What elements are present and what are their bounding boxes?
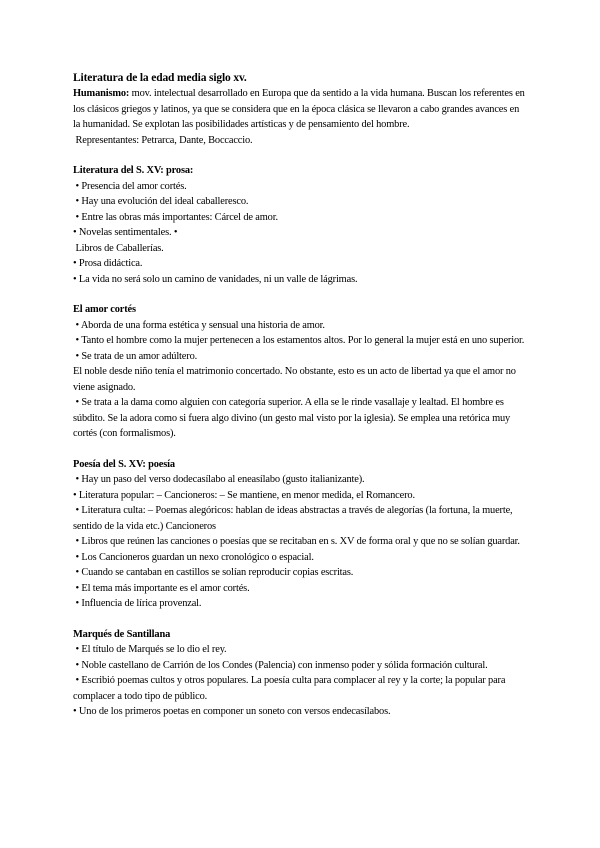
list-item: • El tema más importante es el amor cortés. <box>73 582 250 594</box>
list-item: • Literatura popular: – Cancioneros: – Se mantiene, en menor medida, el Romancero. <box>73 489 415 501</box>
list-item: • Hay un paso del verso dodecasílabo al eneasílabo (gusto italianizante). <box>73 474 365 485</box>
list-item: • Los Cancioneros guardan un nexo cronológico o espacial. <box>73 551 314 563</box>
section-heading: El amor cortés <box>73 304 136 315</box>
list-item: Libros de Caballerías. <box>73 242 164 254</box>
intro-text: mov. intelectual desarrollado en Europa que da sentido a la vida humana. Buscan los referentes en los clásicos griegos y latinos, ya que se considera que en la época clásica se llevaron a cabo grandes avances en la humanidad. Se explotan las posibilidades artísticas y de pensamiento del hombre. <box>73 88 525 130</box>
intro-term: Humanismo: <box>73 88 130 99</box>
list-item: • Prosa didáctica. <box>73 258 143 269</box>
list-item: • Aborda de una forma estética y sensual una historia de amor. <box>73 319 325 331</box>
list-item: • Cuando se cantaban en castillos se solían reproducir copias escritas. <box>73 567 354 578</box>
list-item: • Literatura culta: – Poemas alegóricos: hablan de ideas abstractas a través de alegorías (la fortuna, la muerte, sentido de la vida etc.) Cancioneros <box>73 505 515 532</box>
list-item: • Libros que reúnen las canciones o poesías que se recitaban en s. XV de forma oral y que no se solían guardar. <box>73 536 520 547</box>
list-item: • Entre las obras más importantes: Cárcel de amor. <box>73 211 278 223</box>
list-item: • Hay una evolución del ideal caballeresco. <box>73 196 249 207</box>
section-heading: Literatura del S. XV: prosa: <box>73 165 194 176</box>
section-heading: Poesía del S. XV: poesía <box>73 458 175 470</box>
section-heading: Marqués de Santillana <box>73 628 171 640</box>
list-item: • Se trata de un amor adúltero. <box>73 350 198 362</box>
document-body <box>73 70 528 720</box>
list-item: • Novelas sentimentales. • <box>73 227 178 238</box>
list-item: • Uno de los primeros poetas en componer un soneto con versos endecasílabos. <box>73 706 391 717</box>
list-item: • El título de Marqués se lo dio el rey. <box>73 644 227 655</box>
list-item: • Presencia del amor cortés. <box>73 180 187 192</box>
list-item: • La vida no será solo un camino de vanidades, ni un valle de lágrimas. <box>73 273 358 285</box>
document-title: Literatura de la edad media siglo xv. <box>73 72 247 84</box>
representatives-line: Representantes: Petrarca, Dante, Boccaccio. <box>73 134 253 146</box>
intro-paragraph <box>73 86 528 133</box>
list-item: • Tanto el hombre como la mujer pertenecen a los estamentos altos. Por lo general la mujer está en uno superior. <box>73 335 525 346</box>
list-item: • Noble castellano de Carrión de los Condes (Palencia) con inmenso poder y sólida formación cultural. <box>73 659 488 671</box>
list-item: • Se trata a la dama como alguien con categoría superior. A ella se le rinde vasallaje y lealtad. El hombre es súbdito. Se la adora como si fuera algo divino (un gesto mal visto por la iglesia). Se emplea una retórica muy cortés (con formalismos). <box>73 397 513 439</box>
list-item: • Influencia de lírica provenzal. <box>73 598 202 609</box>
list-item: El noble desde niño tenía el matrimonio concertado. No obstante, esto es un acto de libertad ya que el amor no viene asignado. <box>73 366 519 393</box>
list-item: • Escribió poemas cultos y otros populares. La poesía culta para complacer al rey y la corte; la popular para complacer a todo tipo de público. <box>73 675 508 702</box>
